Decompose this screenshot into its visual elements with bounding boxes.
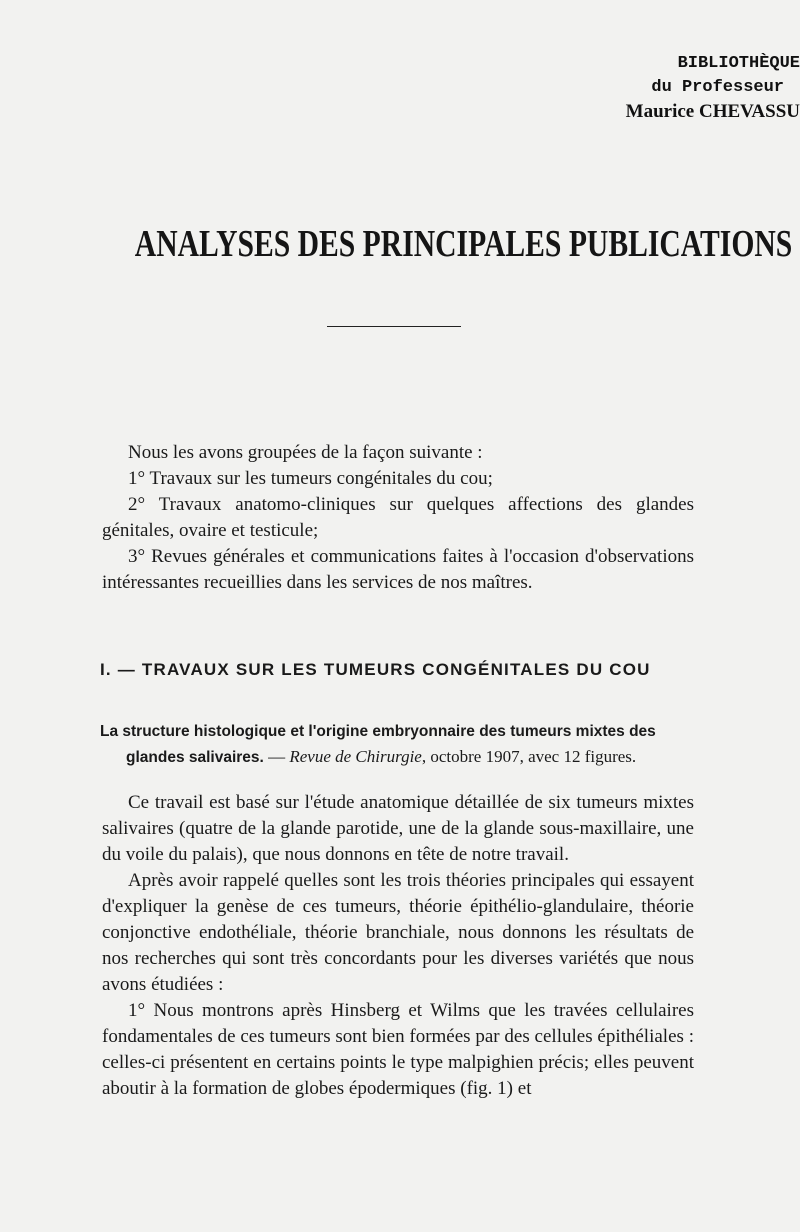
intro-item-1: 1° Travaux sur les tumeurs congénitales du cou; <box>128 468 493 489</box>
publication-title-line2: glandes salivaires. <box>126 749 264 766</box>
analysis-paragraph-1: Ce travail est basé sur l'étude anatomique détaillée de six tumeurs mixtes salivaires (quatre de la glande parotide, une de la glande sous-maxillaire, une du voile du palais), que nous donnons en tête de notre travail. <box>102 792 694 865</box>
title-divider <box>327 326 461 327</box>
section-heading: I. — TRAVAUX SUR LES TUMEURS CONGÉNITALES DU COU <box>100 660 651 679</box>
publication-details: , octobre 1907, avec 12 figures. <box>421 747 637 766</box>
publication-dash: — <box>263 747 290 766</box>
stamp-line-library: BIBLIOTHÈQUE <box>677 54 800 73</box>
intro-item-2: 2° Travaux anatomo-cliniques sur quelques affections des glandes génitales, ovaire et testicule; <box>102 494 694 541</box>
publication-reference <box>100 718 696 770</box>
publication-second-line <box>100 744 696 770</box>
intro-text <box>102 440 694 596</box>
page-title: ANALYSES DES PRINCIPALES PUBLICATIONS <box>134 223 793 265</box>
analysis-text <box>102 790 694 1102</box>
analysis-paragraph-3: 1° Nous montrons après Hinsberg et Wilms que les travées cellulaires fondamentales de ces tumeurs sont bien formées par des cellules épithéliales : celles-ci présentent en certains points le type malpighien précis; elles peuvent aboutir à la formation de globes épodermiques (fig. 1) et <box>102 1000 694 1099</box>
publication-title-line1: La structure histologique et l'origine embryonnaire des tumeurs mixtes des <box>100 723 656 740</box>
stamp-line-name: Maurice CHEVASSU <box>625 101 800 122</box>
library-stamp <box>610 52 800 124</box>
stamp-line-professor: du Professeur <box>651 78 784 97</box>
analysis-paragraph-2: Après avoir rappelé quelles sont les trois théories principales qui essayent d'expliquer la genèse de ces tumeurs, théorie épithélio-glandulaire, théorie conjonctive endothéliale, théorie branchiale, nous donnons les résultats de nos recherches qui sont très concordants pour les diverses variétés que nous avons étudiées : <box>102 870 694 995</box>
publication-journal: Revue de Chirurgie <box>289 747 422 766</box>
intro-paragraph: Nous les avons groupées de la façon suivante : <box>128 442 483 463</box>
intro-item-3: 3° Revues générales et communications faites à l'occasion d'observations intéressantes recueillies dans les services de nos maîtres. <box>102 546 694 593</box>
